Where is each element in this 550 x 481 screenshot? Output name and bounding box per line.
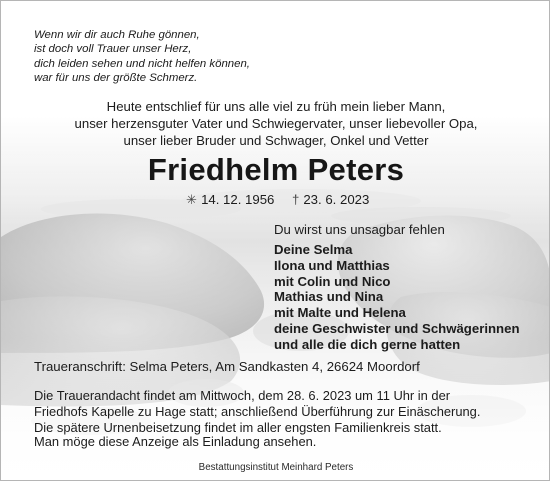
family-signatures (274, 222, 520, 353)
intro-line: unser lieber Bruder und Schwager, Onkel und Vetter (123, 133, 429, 148)
poem-line: ist doch voll Trauer unser Herz, (34, 43, 192, 56)
family-lead: Du wirst uns unsagbar fehlen (274, 222, 445, 237)
intro-line: Heute entschlief für uns alle viel zu früh mein lieber Mann, (106, 99, 446, 114)
birth-date (186, 191, 274, 209)
birth-star-icon: ✳ (186, 192, 198, 207)
intro-line: unser herzensguter Vater und Schwiegervater, unser liebevoller Opa, (74, 116, 478, 131)
poem (34, 28, 250, 86)
family-member: Deine Selma (274, 242, 353, 257)
death-date (292, 191, 369, 209)
ceremony-details (34, 388, 480, 437)
ceremony-line: Die spätere Urnenbeisetzung findet im aller engsten Familienkreis statt. (34, 420, 442, 436)
birth-date-value: 14. 12. 1956 (201, 192, 275, 207)
poem-line: Wenn wir dir auch Ruhe gönnen, (34, 29, 200, 41)
family-member: mit Colin und Nico (274, 273, 391, 289)
family-member: Mathias und Nina (274, 289, 384, 305)
closing-note: Man möge diese Anzeige als Einladung ansehen. (34, 434, 317, 449)
family-member: und alle die dich gerne hatten (274, 336, 461, 352)
ceremony-line: Friedhofs Kapelle zu Hage statt; anschließend Überführung zur Einäscherung. (34, 404, 481, 420)
ceremony-line: Die Trauerandacht findet am Mittwoch, dem 28. 6. 2023 um 11 Uhr in der (34, 388, 451, 403)
family-member: deine Geschwister und Schwägerinnen (274, 320, 520, 336)
death-date-value: 23. 6. 2023 (303, 192, 370, 207)
death-cross-icon: † (292, 192, 300, 207)
family-member: mit Malte und Helena (274, 305, 406, 321)
poem-line: dich leiden sehen und nicht helfen können, (34, 57, 250, 70)
family-member: Ilona und Matthias (274, 257, 390, 273)
funeral-home: Bestattungsinstitut Meinhard Peters (198, 462, 354, 473)
announcement-intro (1, 98, 550, 149)
poem-line: war für uns der größte Schmerz. (34, 72, 198, 85)
mourning-address: Traueranschrift: Selma Peters, Am Sandkasten 4, 26624 Moordorf (34, 359, 420, 374)
deceased-name: Friedhelm Peters (147, 152, 405, 187)
